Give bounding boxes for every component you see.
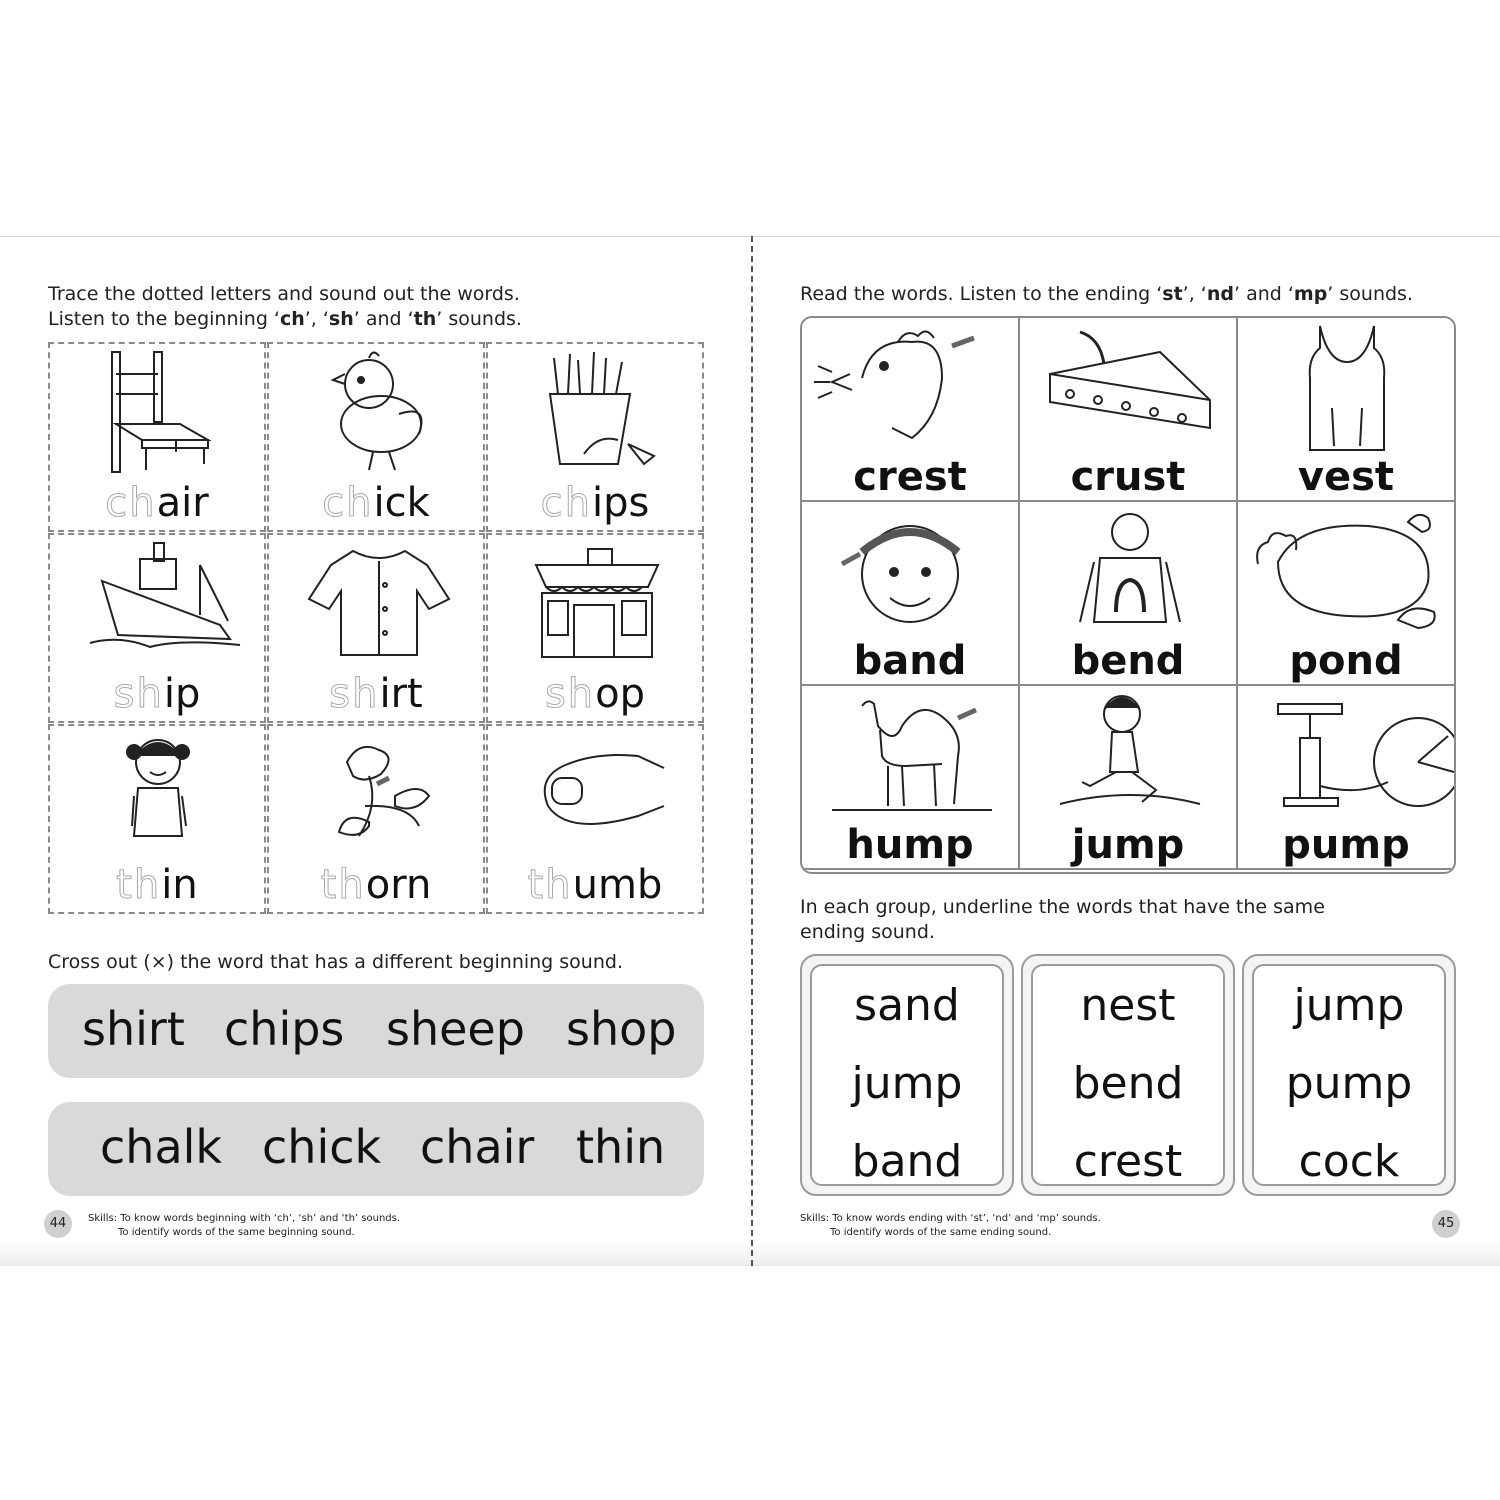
trace-word-thorn: thorn [320, 862, 432, 908]
page-edge-shadow [0, 1240, 1500, 1266]
trace-word-thumb: thumb [527, 862, 663, 908]
word-group-frame [1252, 964, 1446, 1186]
word-group-3 [1242, 954, 1456, 1196]
underline-instruction-line1: In each group, underline the words that have the same [800, 896, 1325, 918]
word-group-frame [1031, 964, 1225, 1186]
skills-left-line2: To identify words of the same beginning sound. [118, 1227, 355, 1238]
read-cell-vest [1238, 318, 1456, 502]
skills-note-right [800, 1212, 1101, 1240]
read-cell-band [802, 502, 1020, 686]
trace-cell-shop [486, 533, 704, 723]
trace-cell-chick [267, 342, 485, 532]
trace-cell-ship [48, 533, 266, 723]
cross-out-word[interactable]: chick [262, 1120, 382, 1174]
skills-right-line1: Skills: To know words ending with ‘st’, ‘nd’ and ‘mp’ sounds. [800, 1213, 1101, 1224]
skills-note-left [88, 1212, 400, 1240]
cross-out-row-1 [48, 984, 704, 1078]
group-word[interactable]: jump [1293, 980, 1405, 1031]
read-instruction: Read the words. Listen to the ending ‘st’, ‘nd’ and ‘mp’ sounds. [800, 283, 1413, 305]
cross-out-word[interactable]: sheep [386, 1002, 525, 1056]
group-word[interactable]: jump [851, 1058, 963, 1109]
cross-out-row-2 [48, 1102, 704, 1196]
cross-out-word[interactable]: shirt [82, 1002, 185, 1056]
page-number-left: 44 [44, 1210, 72, 1238]
cross-out-word[interactable]: chair [420, 1120, 535, 1174]
trace-word-shirt: shirt [329, 671, 423, 717]
cross-out-word[interactable]: chips [224, 1002, 345, 1056]
read-word: crest [853, 454, 967, 500]
cross-out-instruction: Cross out (×) the word that has a different beginning sound. [48, 951, 623, 973]
read-cell-pond [1238, 502, 1456, 686]
read-cell-crust [1020, 318, 1238, 502]
trace-word-chair: chair [105, 480, 209, 526]
skills-right-line2: To identify words of the same ending sound. [830, 1227, 1052, 1238]
page-spine-divider [751, 236, 753, 1266]
read-word: bend [1071, 638, 1185, 684]
group-word[interactable]: crest [1073, 1136, 1183, 1187]
trace-cell-chips [486, 342, 704, 532]
trace-grid [48, 342, 704, 918]
trace-word-ship: ship [113, 671, 201, 717]
read-word: vest [1297, 454, 1395, 500]
underline-instruction [800, 895, 1325, 945]
read-word: pump [1282, 822, 1410, 868]
group-word[interactable]: band [851, 1136, 963, 1187]
read-cell-pump [1238, 686, 1456, 870]
cross-out-word[interactable]: thin [576, 1120, 666, 1174]
trace-word-thin: thin [116, 862, 198, 908]
skills-left-line1: Skills: To know words beginning with ‘ch’, ‘sh’ and ‘th’ sounds. [88, 1213, 401, 1224]
cross-out-word[interactable]: shop [566, 1002, 677, 1056]
read-cell-hump [802, 686, 1020, 870]
trace-word-chips: chips [540, 480, 650, 526]
trace-cell-chair [48, 342, 266, 532]
read-cell-crest [802, 318, 1020, 502]
trace-cell-thorn [267, 724, 485, 914]
word-group-1 [800, 954, 1014, 1196]
read-word: band [853, 638, 967, 684]
trace-instruction-line2: Listen to the beginning ‘ch’, ‘sh’ and ‘th’ sounds. [48, 308, 522, 330]
cross-out-word[interactable]: chalk [100, 1120, 223, 1174]
trace-instruction-line1: Trace the dotted letters and sound out the words. [48, 283, 520, 305]
group-word[interactable]: cock [1298, 1136, 1400, 1187]
read-word: jump [1071, 822, 1185, 868]
trace-cell-shirt [267, 533, 485, 723]
page-number-right: 45 [1432, 1210, 1460, 1238]
underline-instruction-line2: ending sound. [800, 921, 935, 943]
group-word[interactable]: bend [1072, 1058, 1184, 1109]
trace-cell-thin [48, 724, 266, 914]
group-word[interactable]: sand [854, 980, 960, 1031]
read-word: crust [1070, 454, 1186, 500]
read-cell-jump [1020, 686, 1238, 870]
group-word[interactable]: pump [1285, 1058, 1413, 1109]
read-word: hump [846, 822, 974, 868]
read-word: pond [1289, 638, 1403, 684]
group-word[interactable]: nest [1080, 980, 1176, 1031]
word-group-frame [810, 964, 1004, 1186]
read-cell-bend [1020, 502, 1238, 686]
trace-instruction [48, 282, 522, 332]
read-grid [800, 316, 1456, 874]
trace-word-chick: chick [322, 480, 430, 526]
word-group-2 [1021, 954, 1235, 1196]
trace-cell-thumb [486, 724, 704, 914]
trace-word-shop: shop [544, 671, 646, 717]
